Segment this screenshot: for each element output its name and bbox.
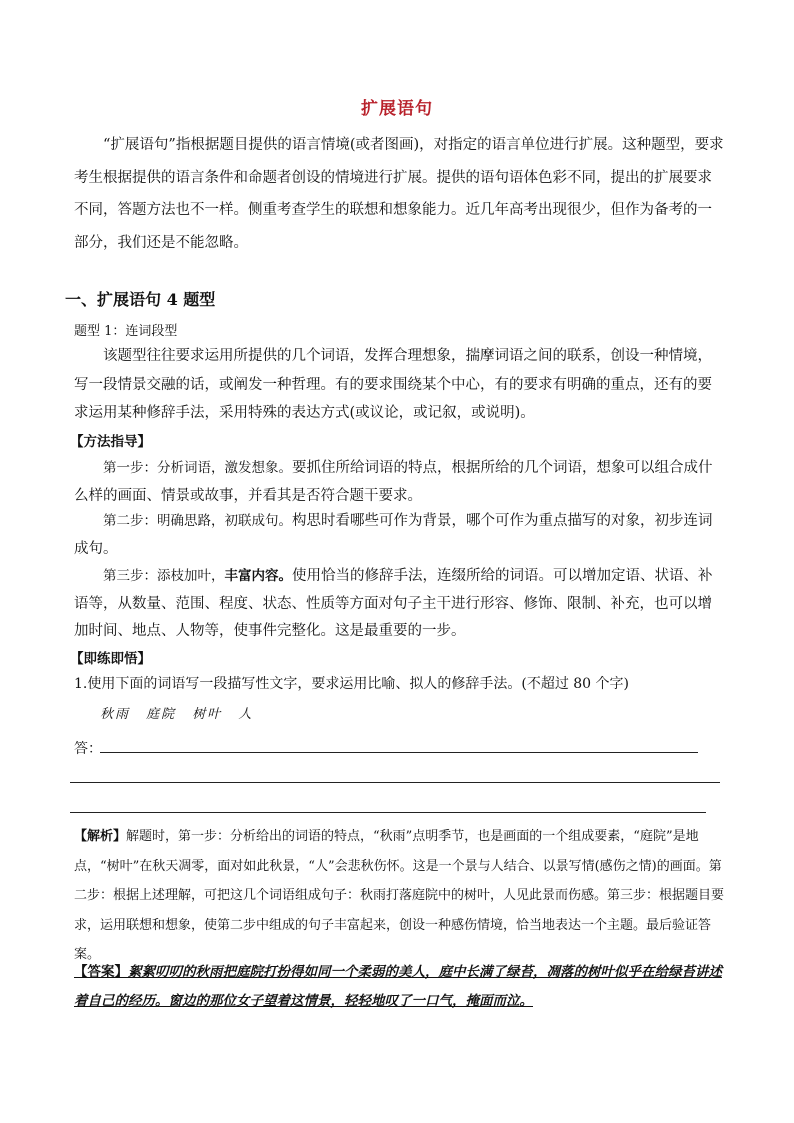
step-3-text: 使用恰当的修辞手法，连缀所给的词语。可以增加定语、状语、补语等，从数量、范围、程度、状态、性质等方面对句子主干进行形容、修饰、限制、补充，也可以增加时间、地点、人物等，使事件完整化。这是最重要的一步。 (74, 568, 713, 639)
answer-line-2[interactable] (70, 782, 720, 783)
section-heading: 一、扩展语句 4 题型 (65, 290, 216, 309)
step-1-lead: 第一步：分析词语，激发想象。 (103, 460, 292, 476)
answer-key-paragraph (74, 958, 724, 1016)
step-3-lead-bold: 丰富内容。 (224, 568, 292, 584)
step-1-text: 要抓住所给词语的特点，根据所给的几个词语，想象可以组合成什么样的画面、情景或故事，并看其是否符合题干要求。 (74, 460, 713, 504)
step-2 (74, 508, 724, 563)
analysis-paragraph (74, 822, 724, 970)
step-3-lead: 第三步：添枝加叶， (103, 568, 225, 584)
answer-label: 答： (74, 741, 102, 757)
step-2-text: 构思时看哪些可作为背景，哪个可作为重点描写的对象，初步连词成句。 (74, 513, 713, 557)
answer-line-1[interactable] (100, 752, 698, 753)
given-words: 秋雨 庭院 树叶 人 (100, 707, 254, 722)
analysis-label: 【解析】 (74, 829, 127, 844)
question-text: 1.使用下面的词语写一段描写性文字，要求运用比喻、拟人的修辞手法。(不超过 80 个字) (74, 676, 629, 692)
answer-line-3[interactable] (70, 812, 706, 813)
page-title: 扩展语句 (361, 99, 433, 119)
method-guide-tag: 【方法指导】 (70, 434, 151, 450)
question-type-label: 题型 1：连词段型 (74, 324, 178, 339)
step-3 (74, 563, 724, 646)
answer-key-label: 【答案】 (74, 964, 128, 980)
practice-tag: 【即练即悟】 (70, 651, 151, 667)
type-description: 该题型往往要求运用所提供的几个词语，发挥合理想象，揣摩词语之间的联系，创设一种情境，写一段情景交融的话，或阐发一种哲理。有的要求围绕某个中心，有的要求有明确的重点，还有的要求运用某种修辞手法，采用特殊的表达方式(或议论，或记叙，或说明)。 (74, 348, 712, 421)
intro-paragraph: “扩展语句”指根据题目提供的语言情境(或者图画)，对指定的语言单位进行扩展。这种题型，要求考生根据提供的语言条件和命题者创设的情境进行扩展。提供的语句语体色彩不同，提出的扩展要求不同，答题方法也不一样。侧重考查学生的联想和想象能力。近几年高考出现很少，但作为备考的一部分，我们还是不能忽略。 (74, 137, 724, 251)
step-1 (74, 455, 724, 510)
answer-key-text: 絮絮叨叨的秋雨把庭院打扮得如同一个柔弱的美人，庭中长满了绿苔，凋落的树叶似乎在给绿苔讲述着自己的经历。窗边的那位女子望着这情景，轻轻地叹了一口气，掩面而泣。 (74, 964, 722, 1009)
analysis-text: 解题时，第一步：分析给出的词语的特点，“秋雨”点明季节，也是画面的一个组成要素，“庭院”是地点，“树叶”在秋天凋零，面对如此秋景，“人”会悲秋伤怀。这是一个景与人结合、以景写情(感伤之情)的画面。第二步：根据上述理解，可把这几个词语组成句子：秋雨打落庭院中的树叶，人见此景而伤感。第三步：根据题目要求，运用联想和想象，使第二步中组成的句子丰富起来，创设一种感伤情境，恰当地表达一个主题。最后验证答案。 (74, 829, 725, 962)
step-2-lead: 第二步：明确思路，初联成句。 (103, 513, 292, 529)
